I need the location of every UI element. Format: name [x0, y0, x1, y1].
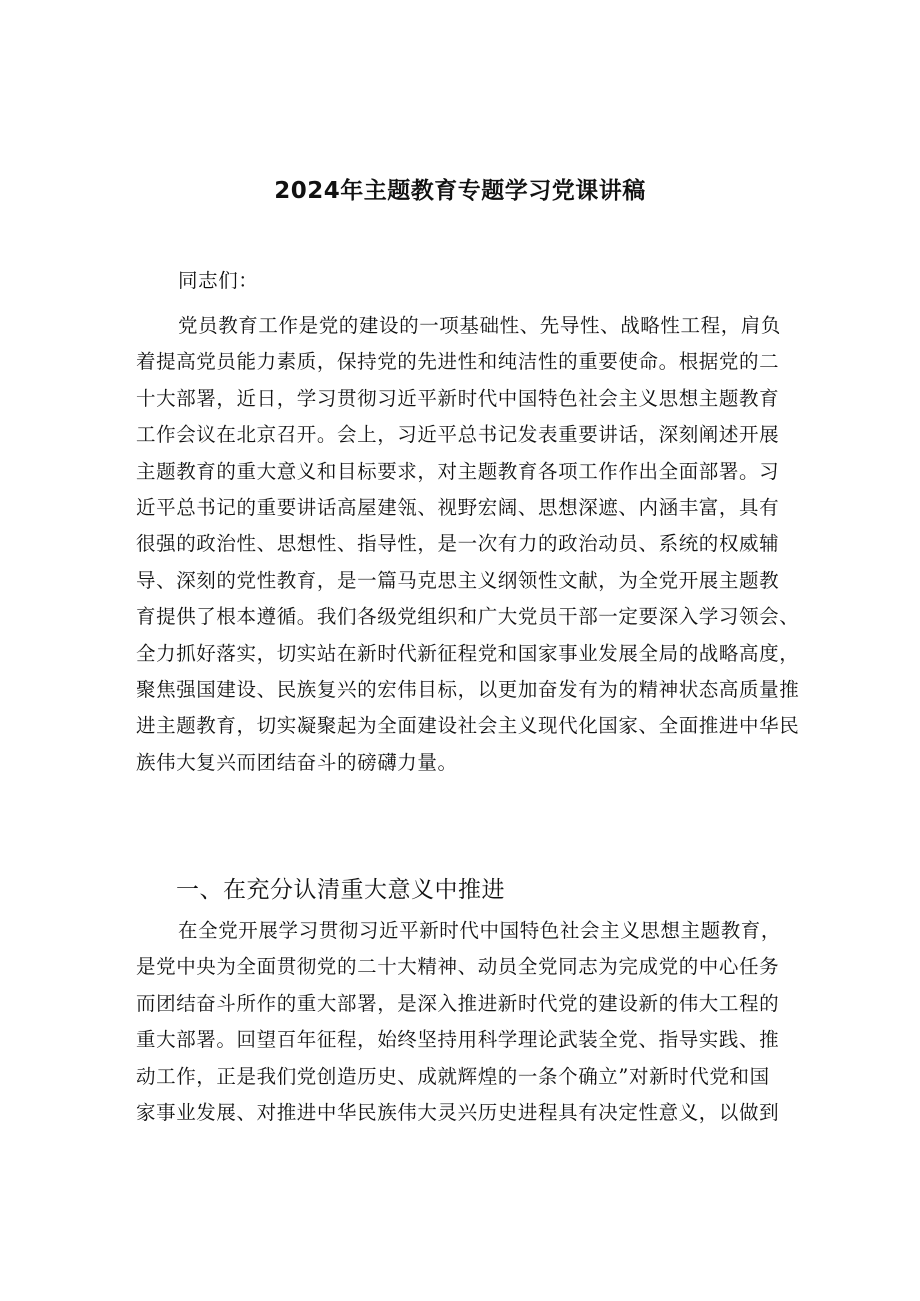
paragraph-1-line: 主题教育的重大意义和目标要求，对主题教育各项工作作出全面部署。习 — [136, 459, 780, 483]
paragraph-1-line: 育提供了根本遵循。我们各级党组织和广大党员干部一定要深入学习领会、 — [136, 605, 800, 629]
paragraph-1-line: 很强的政治性、思想性、指导性，是一次有力的政治动员、系统的权威辅 — [136, 532, 780, 556]
document-body — [136, 263, 800, 843]
paragraph-1-line: 着提高党员能力素质，保持党的先进性和纯洁性的重要使命。根据党的二 — [136, 350, 780, 374]
paragraph-2-line: 重大部署。回望百年征程，始终坚持用科学理论武装全党、指导实践、推 — [136, 1028, 780, 1052]
paragraph-2-line: 动工作，正是我们党创造历史、成就辉煌的一条个确立”对新时代党和国 — [136, 1064, 770, 1088]
paragraph-1-line: 近平总书记的重要讲话高屋建瓴、视野宏阔、思想深遮、内涵丰富，具有 — [136, 496, 780, 519]
paragraph-2-line: 而团结奋斗所作的重大部署，是深入推进新时代党的建设新的伟大工程的 — [136, 991, 780, 1015]
paragraph-2-line: 是党中央为全面贯彻党的二十大精神、动员全党同志为完成党的中心任务 — [136, 955, 780, 979]
paragraph-1-line: 聚焦强国建设、民族复兴的宏伟目标，以更加奋发有为的精神状态高质量推 — [136, 678, 800, 701]
paragraph-2-line: 家事业发展、对推进中华民族伟大灵兴历史进程具有决定性意义，以做到 — [136, 1101, 780, 1124]
paragraph-1-line: 族伟大复兴而团结奋斗的磅礴力量。 — [136, 750, 458, 774]
salutation: 同志们： — [178, 269, 259, 292]
paragraph-1-line: 进主题教育，切实凝聚起为全面建设社会主义现代化国家、全面推进中华民 — [136, 714, 800, 738]
paragraph-1-line: 工作会议在北京召开。会上，习近平总书记发表重要讲话，深刻阐述开展 — [136, 423, 780, 447]
section-heading: 一、在充分认清重大意义中推进 — [176, 877, 505, 903]
document-body-section-1 — [136, 913, 796, 1153]
paragraph-1-line: 全力抓好落实，切实站在新时代新征程党和国家事业发展全局的战略高度， — [136, 641, 800, 665]
paragraph-1-line: 导、深刻的党性教育，是一篇马克思主义纲领性文献，为全党开展主题教 — [136, 568, 780, 592]
paragraph-2-line: 在全党开展学习贯彻习近平新时代中国特色社会主义思想主题教育， — [178, 919, 782, 942]
paragraph-1-line: 党员教育工作是党的建设的一项基础性、先导性、战略性工程，肩负 — [178, 314, 782, 337]
paragraph-1-line: 十大部署，近日，学习贯彻习近平新时代中国特色社会主义思想主题教育 — [136, 386, 780, 410]
document-title: 2024年主题教育专题学习党课讲稿 — [274, 178, 646, 204]
